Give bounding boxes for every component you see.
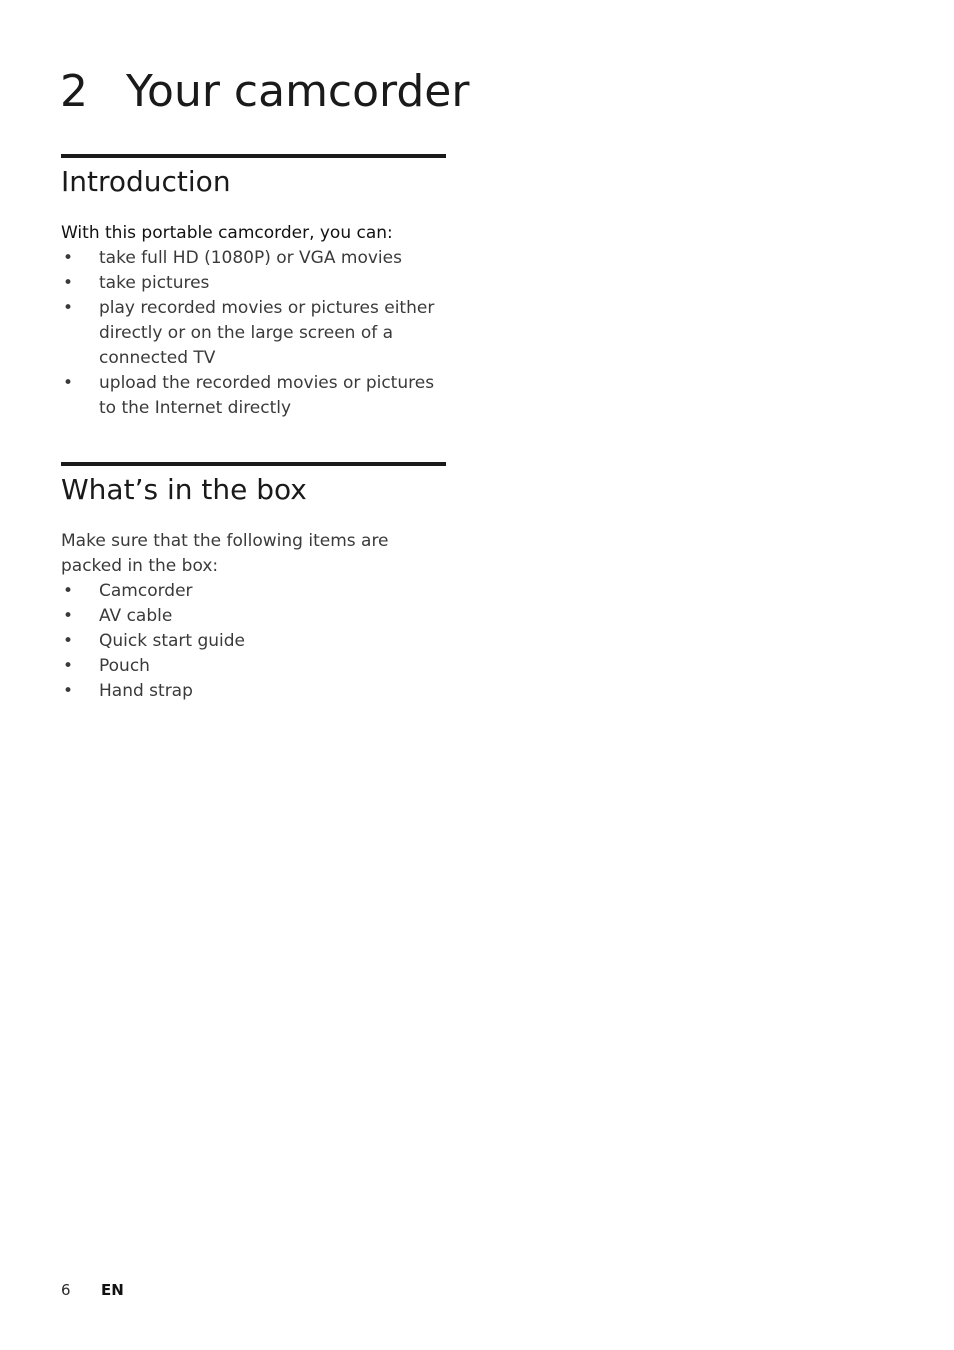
introduction-lead: With this portable camcorder, you can: bbox=[61, 223, 393, 243]
page-footer bbox=[61, 1279, 124, 1301]
introduction-heading: Introduction bbox=[61, 165, 231, 198]
introduction-section bbox=[61, 154, 446, 421]
box-lead: Make sure that the following items are packed in the box: bbox=[61, 531, 389, 576]
list-item: • Camcorder bbox=[63, 581, 193, 601]
section-rule bbox=[61, 154, 446, 158]
language-code: EN bbox=[101, 1281, 124, 1299]
box-heading: What’s in the box bbox=[61, 473, 307, 506]
page-number: 6 bbox=[61, 1281, 71, 1299]
list-item: • take pictures bbox=[63, 273, 210, 293]
chapter-title: Your camcorder bbox=[126, 66, 470, 117]
list-item: • AV cable bbox=[63, 606, 173, 626]
list-item: • take full HD (1080P) or VGA movies bbox=[63, 248, 402, 268]
section-rule bbox=[61, 462, 446, 466]
whats-in-the-box-section bbox=[61, 462, 446, 704]
chapter-heading bbox=[60, 64, 469, 120]
introduction-list bbox=[61, 246, 446, 421]
list-item: • Pouch bbox=[63, 656, 150, 676]
list-item: • upload the recorded movies or pictures to the Internet directly bbox=[63, 373, 435, 418]
list-item: • Hand strap bbox=[63, 681, 193, 701]
list-item: • play recorded movies or pictures either directly or on the large screen of a connected TV bbox=[63, 298, 435, 368]
chapter-number: 2 bbox=[60, 66, 88, 117]
list-item: • Quick start guide bbox=[63, 631, 246, 651]
box-list bbox=[61, 579, 446, 704]
